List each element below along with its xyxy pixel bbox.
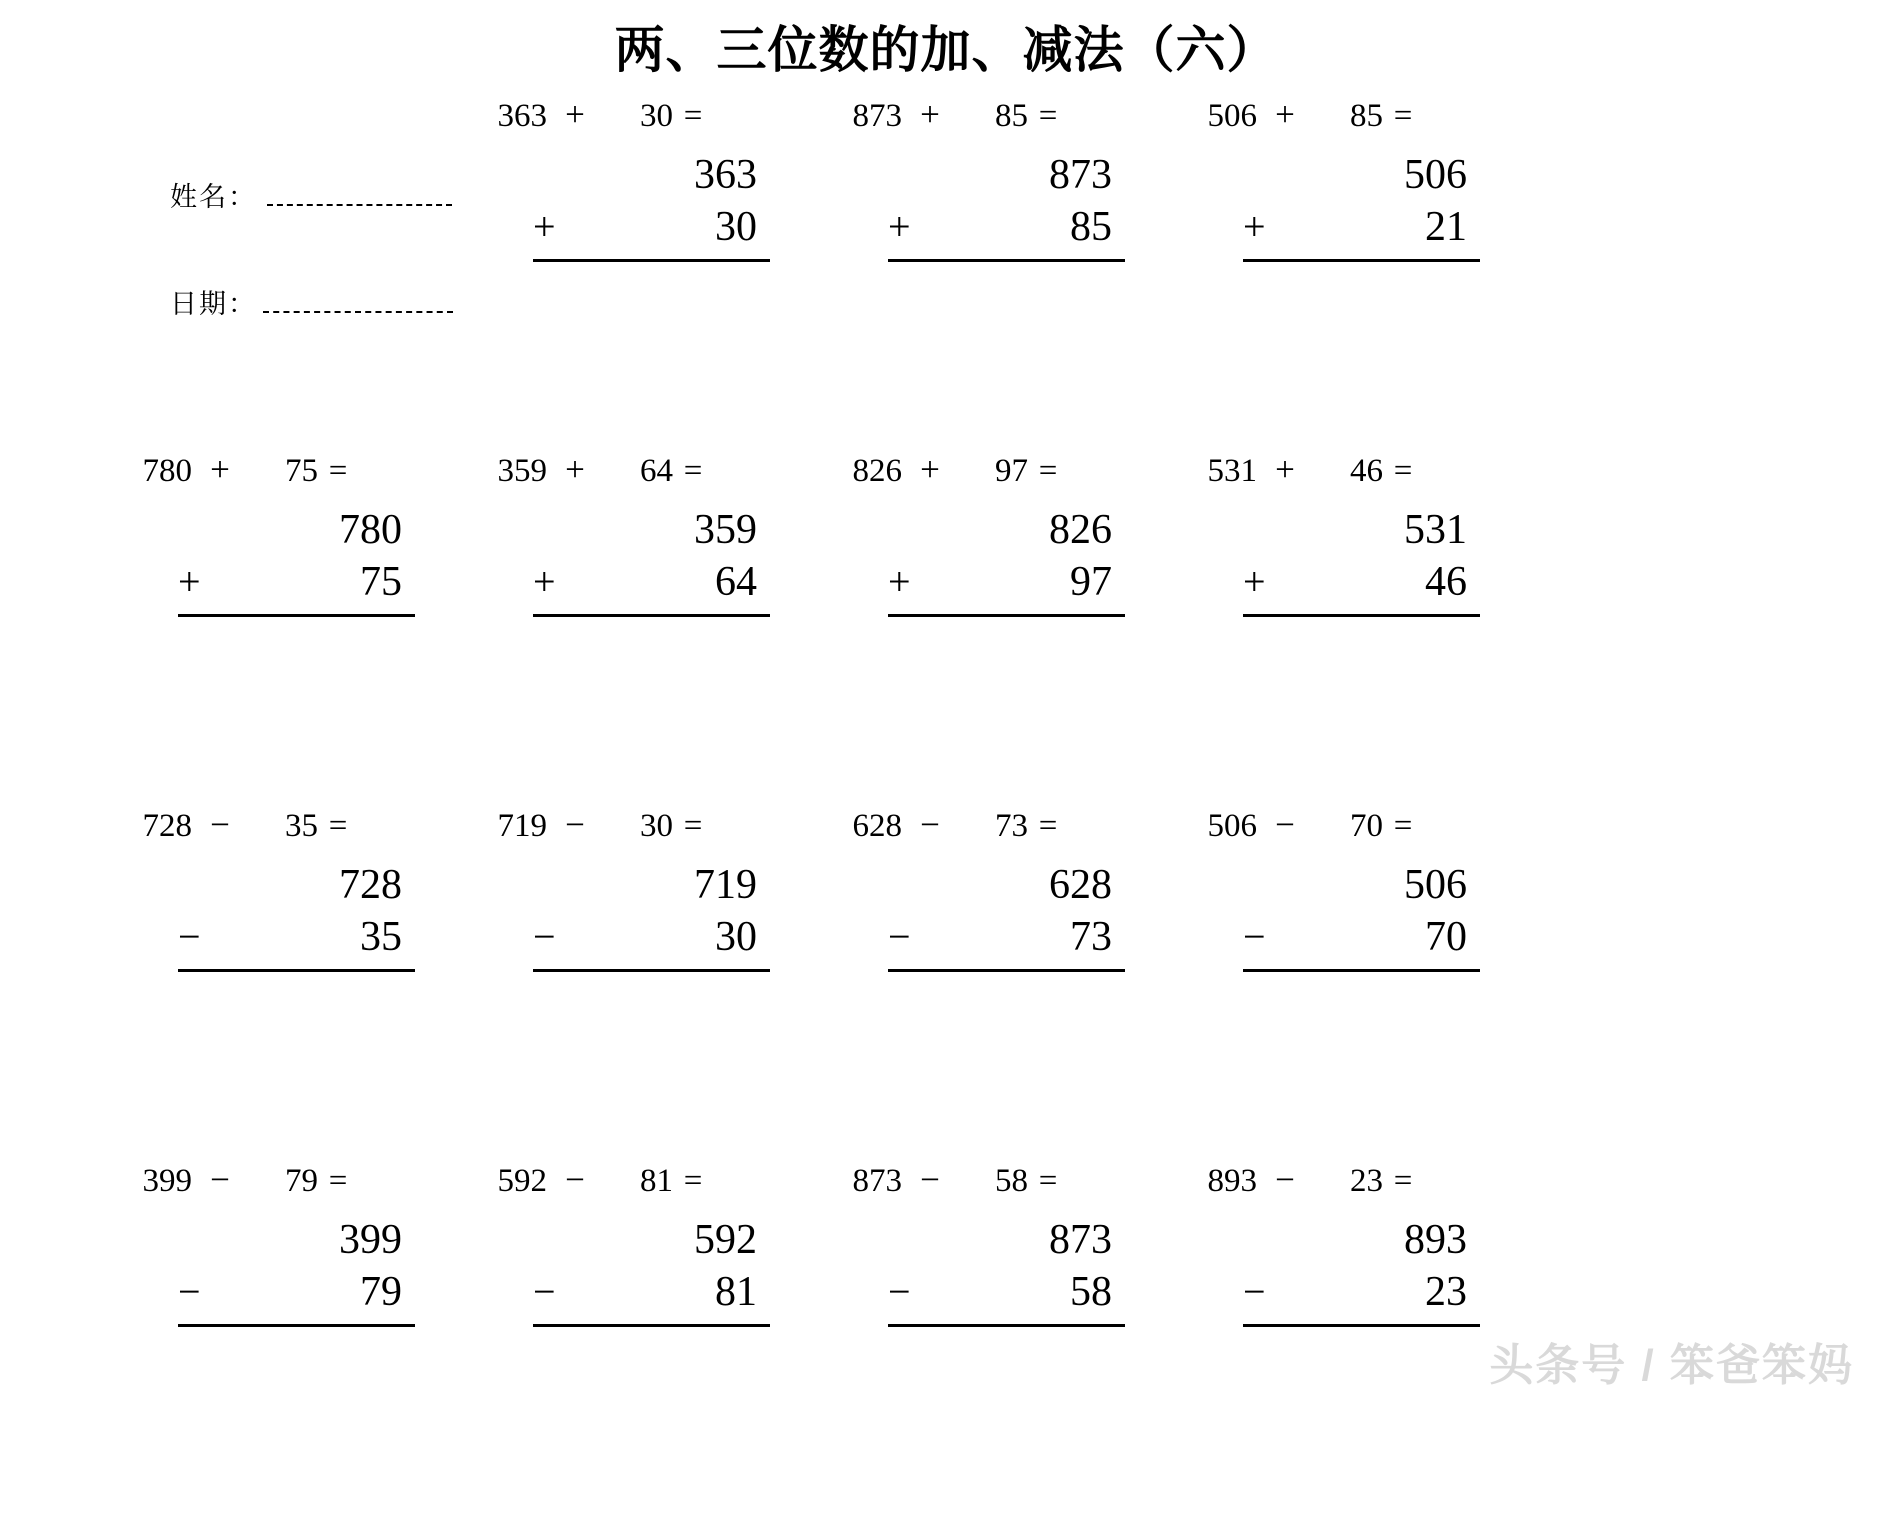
vertical-bottom-number: 46 [1425,559,1467,605]
answer-rule [533,1324,770,1327]
vertical-bottom-line [1243,913,1473,965]
vertical-operator: + [888,559,911,604]
operator: − [1275,805,1295,844]
equals-sign: = [328,808,348,844]
vertical-form [178,1216,408,1327]
answer-rule [888,969,1125,972]
vertical-top-number: 592 [694,1217,757,1263]
equals-sign: = [1038,453,1058,489]
vertical-bottom-line [533,558,763,610]
operand-a: 531 [1207,453,1257,489]
vertical-top-number: 506 [1404,862,1467,908]
vertical-operator: + [1243,559,1266,604]
operator: − [210,1160,230,1199]
answer-rule [178,969,415,972]
operand-b: 23 [1350,1163,1383,1199]
vertical-top-line [1243,151,1473,203]
answer-rule [533,614,770,617]
horizontal-expression [830,95,1185,139]
operand-a: 399 [142,1163,192,1199]
equals-sign: = [328,453,348,489]
vertical-bottom-number: 30 [715,914,757,960]
equals-sign: = [1038,98,1058,134]
operand-b: 35 [285,808,318,844]
operator: + [920,450,940,489]
vertical-bottom-line [178,558,408,610]
horizontal-expression [475,805,830,849]
vertical-operator: − [533,914,556,959]
operand-b: 75 [285,453,318,489]
vertical-operator: − [178,1269,201,1314]
vertical-operator: − [888,914,911,959]
vertical-top-line [533,506,763,558]
horizontal-expression [120,1160,475,1204]
horizontal-expression [830,805,1185,849]
vertical-bottom-line [1243,1268,1473,1320]
vertical-operator: − [888,1269,911,1314]
vertical-bottom-number: 73 [1070,914,1112,960]
vertical-operator: − [1243,914,1266,959]
operand-a: 873 [852,98,902,134]
vertical-bottom-number: 75 [360,559,402,605]
vertical-top-number: 780 [339,507,402,553]
watermark: 头条号 / 笨爸笨妈 [1489,1341,1854,1390]
problem-cell [830,1160,1185,1515]
answer-rule [1243,1324,1480,1327]
vertical-operator: + [1243,204,1266,249]
answer-rule [1243,259,1480,262]
operand-a: 506 [1207,98,1257,134]
page-title: 两、三位数的加、减法（六） [614,22,1278,78]
operator: + [565,95,585,134]
horizontal-expression [1185,1160,1540,1204]
operator: + [210,450,230,489]
operand-a: 719 [497,808,547,844]
horizontal-expression [1185,450,1540,494]
vertical-top-number: 719 [694,862,757,908]
equals-sign: = [1393,1163,1413,1199]
answer-rule [178,614,415,617]
vertical-top-line [178,861,408,913]
vertical-form [1243,151,1473,262]
problem-row [0,805,1892,1160]
vertical-bottom-number: 70 [1425,914,1467,960]
vertical-bottom-number: 85 [1070,204,1112,250]
equals-sign: = [328,1163,348,1199]
vertical-form [888,151,1118,262]
operand-b: 97 [995,453,1028,489]
operator: − [920,805,940,844]
vertical-top-line [178,1216,408,1268]
vertical-operator: + [533,204,556,249]
operand-a: 780 [142,453,192,489]
operand-a: 873 [852,1163,902,1199]
operator: + [565,450,585,489]
vertical-bottom-line [533,1268,763,1320]
vertical-top-number: 628 [1049,862,1112,908]
horizontal-expression [475,450,830,494]
operator: − [565,1160,585,1199]
equals-sign: = [683,453,703,489]
vertical-top-line [533,861,763,913]
operator: − [565,805,585,844]
operator: + [920,95,940,134]
equals-sign: = [1393,98,1413,134]
problem-cell [475,95,830,450]
vertical-bottom-number: 64 [715,559,757,605]
vertical-operator: − [533,1269,556,1314]
vertical-bottom-number: 81 [715,1269,757,1315]
vertical-bottom-number: 58 [1070,1269,1112,1315]
vertical-top-line [1243,1216,1473,1268]
vertical-form [1243,506,1473,617]
horizontal-expression [120,450,475,494]
operand-b: 64 [640,453,673,489]
vertical-form [178,506,408,617]
vertical-top-number: 506 [1404,152,1467,198]
equals-sign: = [683,808,703,844]
vertical-top-line [1243,506,1473,558]
operand-b: 73 [995,808,1028,844]
answer-rule [888,614,1125,617]
vertical-bottom-number: 97 [1070,559,1112,605]
operator: − [920,1160,940,1199]
vertical-top-number: 531 [1404,507,1467,553]
operand-a: 359 [497,453,547,489]
vertical-top-line [533,1216,763,1268]
vertical-top-line [178,506,408,558]
answer-rule [1243,969,1480,972]
horizontal-expression [1185,805,1540,849]
operator: − [1275,1160,1295,1199]
vertical-form [178,861,408,972]
problem-cell [830,450,1185,805]
answer-rule [533,259,770,262]
operator: + [1275,95,1295,134]
answer-rule [888,259,1125,262]
operand-a: 728 [142,808,192,844]
vertical-bottom-number: 35 [360,914,402,960]
horizontal-expression [830,450,1185,494]
vertical-form [1243,1216,1473,1327]
vertical-top-number: 893 [1404,1217,1467,1263]
problem-cell [475,450,830,805]
name-label: 姓名： [170,182,257,212]
equals-sign: = [683,1163,703,1199]
vertical-top-number: 363 [694,152,757,198]
vertical-bottom-number: 79 [360,1269,402,1315]
vertical-form [533,1216,763,1327]
vertical-top-line [888,151,1118,203]
vertical-top-line [888,1216,1118,1268]
problem-cell [120,1160,475,1515]
operator: − [210,805,230,844]
horizontal-expression [1185,95,1540,139]
vertical-top-number: 873 [1049,1217,1112,1263]
operator: + [1275,450,1295,489]
operand-b: 85 [1350,98,1383,134]
vertical-top-line [888,861,1118,913]
problem-cell [1185,450,1540,805]
problem-row [0,450,1892,805]
vertical-bottom-number: 30 [715,204,757,250]
date-label: 日期： [170,289,257,319]
problem-row [0,95,1892,450]
operand-a: 893 [1207,1163,1257,1199]
operand-a: 826 [852,453,902,489]
vertical-form [533,506,763,617]
vertical-bottom-number: 23 [1425,1269,1467,1315]
operand-b: 30 [640,98,673,134]
vertical-operator: − [178,914,201,959]
vertical-operator: − [1243,1269,1266,1314]
vertical-bottom-line [533,203,763,255]
equals-sign: = [1393,453,1413,489]
vertical-form [533,861,763,972]
answer-rule [1243,614,1480,617]
operand-b: 58 [995,1163,1028,1199]
vertical-top-number: 399 [339,1217,402,1263]
vertical-bottom-line [888,558,1118,610]
equals-sign: = [683,98,703,134]
vertical-operator: + [178,559,201,604]
equals-sign: = [1038,1163,1058,1199]
vertical-bottom-line [178,1268,408,1320]
problem-cell [830,95,1185,450]
vertical-operator: + [533,559,556,604]
answer-rule [178,1324,415,1327]
problem-cell [475,1160,830,1515]
problem-cell [1185,95,1540,450]
answer-rule [888,1324,1125,1327]
problem-cell [1185,1160,1540,1515]
vertical-top-line [533,151,763,203]
vertical-top-number: 728 [339,862,402,908]
horizontal-expression [120,805,475,849]
vertical-bottom-line [533,913,763,965]
horizontal-expression [475,1160,830,1204]
problem-cell [830,805,1185,1160]
answer-rule [533,969,770,972]
vertical-bottom-line [1243,203,1473,255]
problem-cell [1185,805,1540,1160]
vertical-form [533,151,763,262]
operand-a: 363 [497,98,547,134]
operand-b: 79 [285,1163,318,1199]
operand-b: 70 [1350,808,1383,844]
operand-a: 628 [852,808,902,844]
equals-sign: = [1038,808,1058,844]
operand-b: 46 [1350,453,1383,489]
vertical-bottom-line [888,1268,1118,1320]
vertical-bottom-line [178,913,408,965]
problems-grid [0,95,1892,1515]
operand-a: 592 [497,1163,547,1199]
vertical-top-number: 359 [694,507,757,553]
vertical-form [888,506,1118,617]
horizontal-expression [475,95,830,139]
vertical-operator: + [888,204,911,249]
vertical-form [1243,861,1473,972]
vertical-form [888,861,1118,972]
problem-cell [475,805,830,1160]
problem-cell [120,450,475,805]
vertical-form [888,1216,1118,1327]
vertical-top-line [888,506,1118,558]
vertical-top-number: 873 [1049,152,1112,198]
vertical-bottom-line [888,203,1118,255]
problem-cell [120,805,475,1160]
operand-a: 506 [1207,808,1257,844]
horizontal-expression [830,1160,1185,1204]
equals-sign: = [1393,808,1413,844]
operand-b: 30 [640,808,673,844]
vertical-bottom-line [888,913,1118,965]
vertical-bottom-line [1243,558,1473,610]
operand-b: 85 [995,98,1028,134]
operand-b: 81 [640,1163,673,1199]
vertical-top-number: 826 [1049,507,1112,553]
vertical-bottom-number: 21 [1425,204,1467,250]
vertical-top-line [1243,861,1473,913]
